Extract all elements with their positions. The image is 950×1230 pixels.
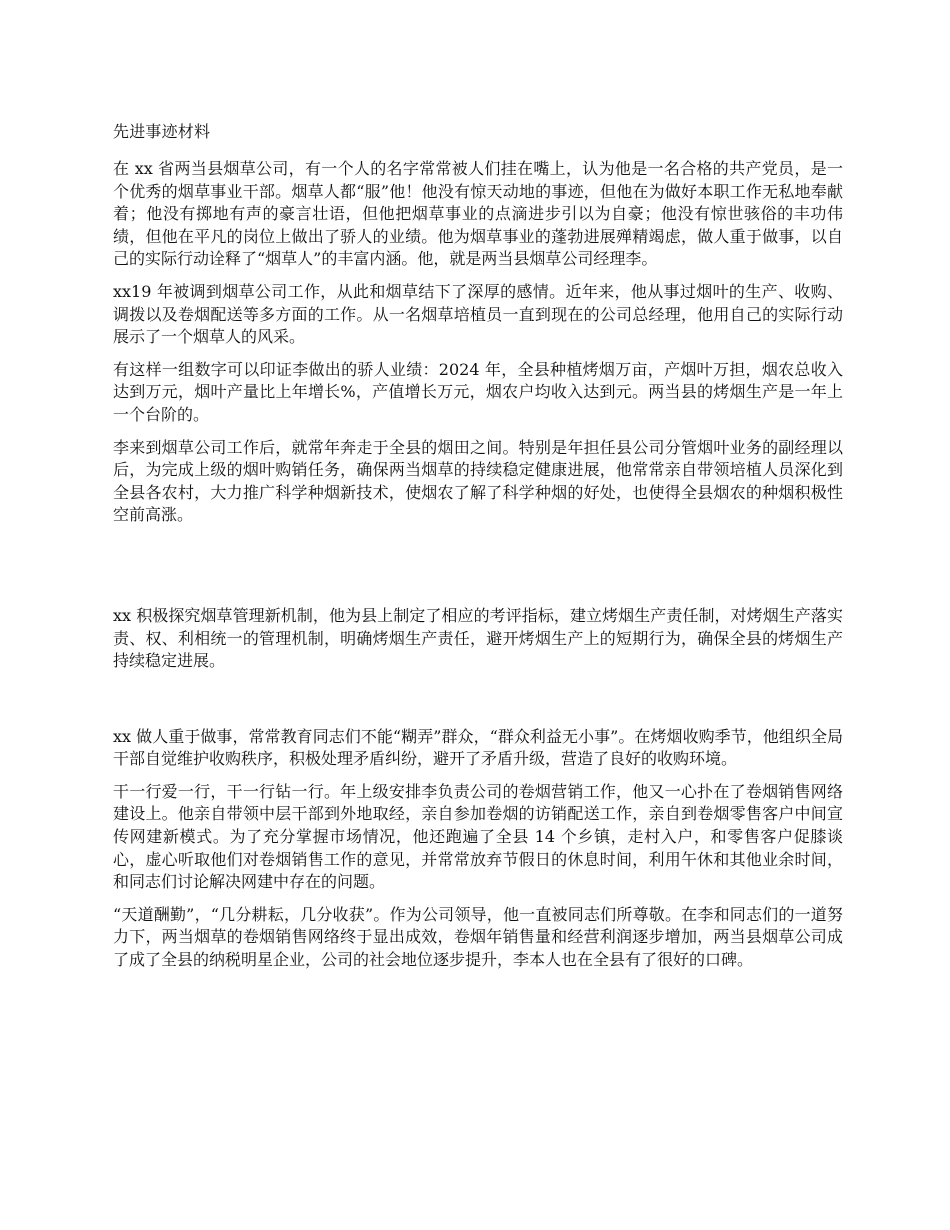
paragraph-management: xx 积极探究烟草管理新机制，他为县上制定了相应的考评指标，建立烤烟生产责任制，对烤烟生产落实责、权、利相统一的管理机制，明确烤烟生产责任，避开烤烟生产上的短期行为，确保全县的烤烟生产持续稳定进展。 [113,605,843,671]
paragraph-intro: 在 xx 省两当县烟草公司，有一个人的名字常常被人们挂在嘴上，认为他是一名合格的共产党员，是一个优秀的烟草事业干部。烟草人都“服”他！他没有惊天动地的事迹，但他在为做好本职工作无私地奉献着；他没有掷地有声的豪言壮语，但他把烟草事业的点滴进步引以为自豪；他没有惊世骇俗的丰功伟绩，但他在平凡的岗位上做出了骄人的业绩。他为烟草事业的蓬勃进展殚精竭虑，做人重于做事，以自己的实际行动诠释了“烟草人”的丰富内涵。他，就是两当县烟草公司经理李。 [113,159,843,269]
paragraph-fieldwork: 李来到烟草公司工作后，就常年奔走于全县的烟田之间。特别是年担任县公司分管烟叶业务的副经理以后，为完成上级的烟叶购销任务，确保两当烟草的持续稳定健康进展，他常常亲自带领培植人员深化到全县各农村，大力推广科学种烟新技术，使烟农了解了科学种烟的好处，也使得全县烟农的种烟积极性空前高涨。 [113,437,843,525]
paragraph-marketing: 干一行爱一行，干一行钻一行。年上级安排李负责公司的卷烟营销工作，他又一心扑在了卷烟销售网络建设上。他亲自带领中层干部到外地取经，亲自参加卷烟的访销配送工作，亲自到卷烟零售客户中间宣传网建新模式。为了充分掌握市场情况，他还跑遍了全县 14 个乡镇，走村入户，和零售客户促膝谈心，虚心听取他们对卷烟销售工作的意见，并常常放弃节假日的休息时间，利用午休和其他业余时间，和同志们讨论解决网建中存在的问题。 [113,781,843,892]
paragraph-achievements: 有这样一组数字可以印证李做出的骄人业绩：2024 年，全县种植烤烟万亩，产烟叶万担，烟农总收入达到万元，烟叶产量比上年增长%，产值增长万元，烟农户均收入达到元。两当县的烤烟生产是一年上一个台阶的。 [113,359,843,424]
blank-gap [113,683,843,726]
document-title: 先进事迹材料 [113,122,211,141]
paragraph-career: xx19 年被调到烟草公司工作，从此和烟草结下了深厚的感情。近年来，他从事过烟叶的生产、收购、调拨以及卷烟配送等多方面的工作。从一名烟草培植员一直到现在的公司总经理，他用自己的实际行动展示了一个烟草人的风采。 [113,281,843,347]
paragraph-people-first: xx 做人重于做事，常常教育同志们不能“糊弄”群众，“群众利益无小事”。在烤烟收购季节，他组织全局干部自觉维护收购秩序，积极处理矛盾纠纷，避开了矛盾升级，营造了良好的收购环境。 [113,726,843,769]
blank-gap [113,537,843,605]
paragraph-results: “天道酬勤”，“几分耕耘，几分收获”。作为公司领导，他一直被同志们所尊敬。在李和同志们的一道努力下，两当烟草的卷烟销售网络终于显出成效，卷烟年销售量和经营利润逐步增加，两当县烟草公司成了成了全县的纳税明星企业，公司的社会地位逐步提升，李本人也在全县有了很好的口碑。 [113,904,843,970]
document-page [113,120,843,982]
